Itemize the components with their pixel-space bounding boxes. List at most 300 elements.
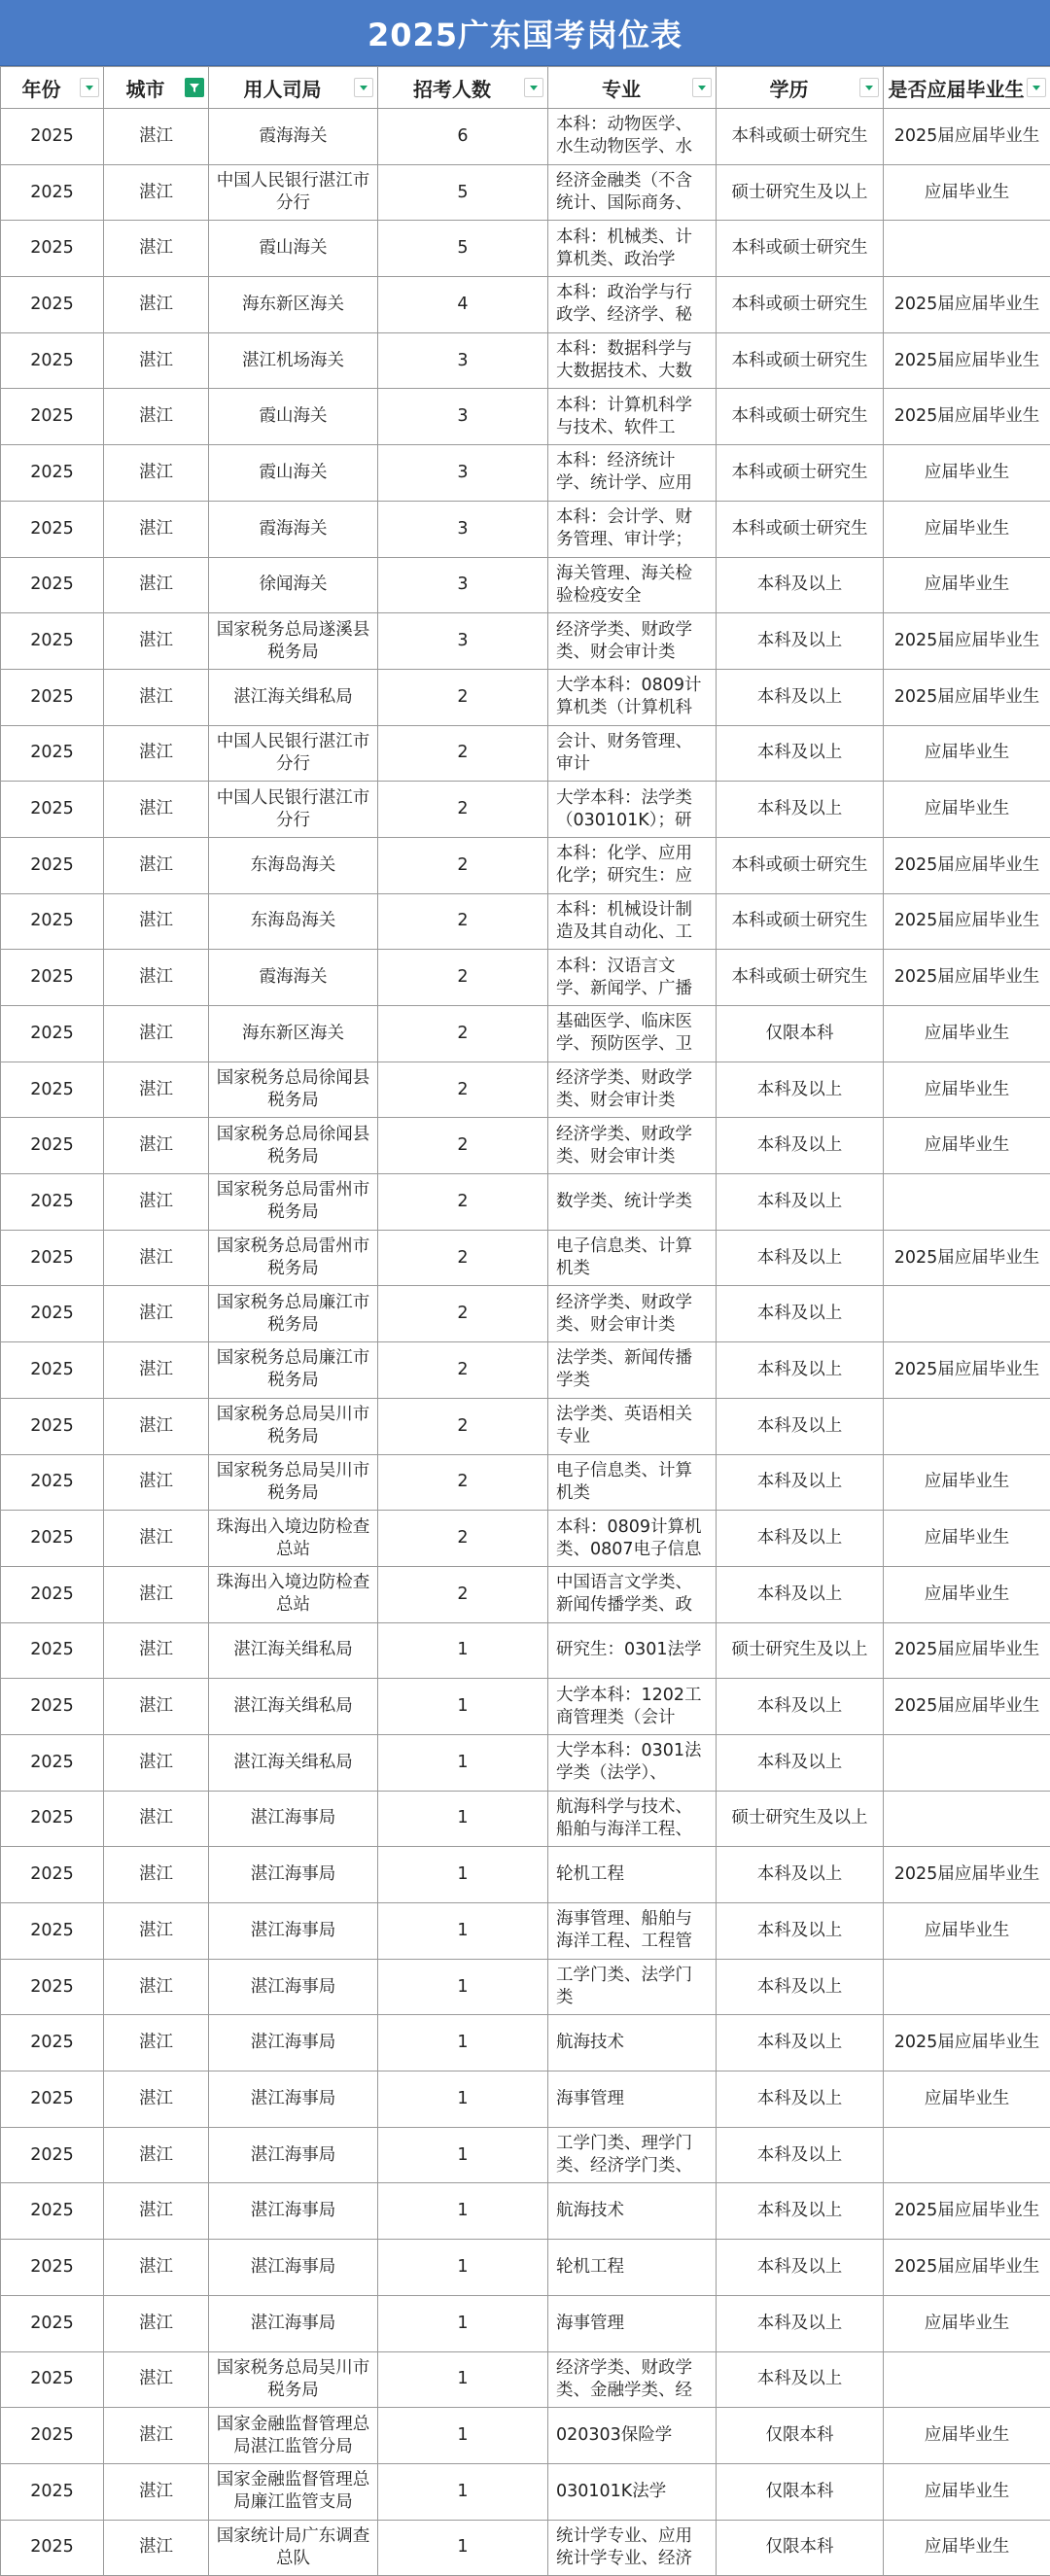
cell-graduate-status[interactable] xyxy=(884,1286,1050,1342)
cell-year[interactable] xyxy=(1,1342,104,1399)
cell-education[interactable] xyxy=(717,2408,884,2464)
cell-employer[interactable] xyxy=(209,1286,378,1342)
cell-major[interactable] xyxy=(548,2240,717,2296)
cell-education[interactable] xyxy=(717,1903,884,1960)
cell-employer[interactable] xyxy=(209,109,378,165)
cell-education[interactable] xyxy=(717,669,884,725)
table-row[interactable] xyxy=(1,950,1050,1006)
cell-major[interactable] xyxy=(548,1174,717,1231)
table-row[interactable] xyxy=(1,445,1050,502)
cell-city[interactable] xyxy=(104,950,209,1006)
cell-headcount[interactable] xyxy=(378,2408,548,2464)
cell-employer[interactable] xyxy=(209,557,378,613)
cell-city[interactable] xyxy=(104,2463,209,2520)
cell-year[interactable] xyxy=(1,893,104,950)
table-row[interactable] xyxy=(1,2295,1050,2351)
cell-year[interactable] xyxy=(1,669,104,725)
cell-employer[interactable] xyxy=(209,613,378,670)
cell-major[interactable] xyxy=(548,613,717,670)
cell-graduate-status[interactable] xyxy=(884,1006,1050,1062)
cell-employer[interactable] xyxy=(209,2015,378,2071)
cell-education[interactable] xyxy=(717,2463,884,2520)
cell-employer[interactable] xyxy=(209,2240,378,2296)
cell-major[interactable] xyxy=(548,1511,717,1567)
cell-employer[interactable] xyxy=(209,1791,378,1847)
cell-employer[interactable] xyxy=(209,2295,378,2351)
cell-city[interactable] xyxy=(104,1622,209,1679)
filter-dropdown-icon[interactable] xyxy=(692,78,712,97)
cell-city[interactable] xyxy=(104,1062,209,1118)
cell-employer[interactable] xyxy=(209,1566,378,1622)
table-row[interactable] xyxy=(1,1566,1050,1622)
cell-employer[interactable] xyxy=(209,2408,378,2464)
cell-graduate-status[interactable] xyxy=(884,557,1050,613)
cell-major[interactable] xyxy=(548,1118,717,1174)
cell-education[interactable] xyxy=(717,725,884,782)
cell-year[interactable] xyxy=(1,1398,104,1454)
table-row[interactable] xyxy=(1,1734,1050,1791)
cell-headcount[interactable] xyxy=(378,1062,548,1118)
cell-city[interactable] xyxy=(104,109,209,165)
cell-headcount[interactable] xyxy=(378,332,548,389)
cell-headcount[interactable] xyxy=(378,389,548,445)
cell-education[interactable] xyxy=(717,1791,884,1847)
cell-headcount[interactable] xyxy=(378,109,548,165)
cell-year[interactable] xyxy=(1,1454,104,1511)
cell-employer[interactable] xyxy=(209,1062,378,1118)
cell-major[interactable] xyxy=(548,1959,717,2015)
cell-year[interactable] xyxy=(1,2520,104,2576)
cell-year[interactable] xyxy=(1,1566,104,1622)
cell-employer[interactable] xyxy=(209,2127,378,2183)
cell-major[interactable] xyxy=(548,1679,717,1735)
cell-education[interactable] xyxy=(717,782,884,838)
cell-employer[interactable] xyxy=(209,1734,378,1791)
cell-major[interactable] xyxy=(548,2463,717,2520)
cell-employer[interactable] xyxy=(209,1006,378,1062)
cell-year[interactable] xyxy=(1,389,104,445)
cell-education[interactable] xyxy=(717,1847,884,1903)
cell-year[interactable] xyxy=(1,557,104,613)
cell-headcount[interactable] xyxy=(378,1286,548,1342)
cell-year[interactable] xyxy=(1,109,104,165)
cell-employer[interactable] xyxy=(209,1903,378,1960)
cell-graduate-status[interactable] xyxy=(884,1566,1050,1622)
cell-year[interactable] xyxy=(1,2295,104,2351)
cell-major[interactable] xyxy=(548,1791,717,1847)
cell-education[interactable] xyxy=(717,1118,884,1174)
cell-headcount[interactable] xyxy=(378,1511,548,1567)
cell-city[interactable] xyxy=(104,332,209,389)
cell-graduate-status[interactable] xyxy=(884,1174,1050,1231)
cell-major[interactable] xyxy=(548,2071,717,2128)
cell-major[interactable] xyxy=(548,164,717,221)
cell-year[interactable] xyxy=(1,2463,104,2520)
cell-education[interactable] xyxy=(717,2351,884,2408)
cell-city[interactable] xyxy=(104,2240,209,2296)
cell-city[interactable] xyxy=(104,221,209,277)
cell-education[interactable] xyxy=(717,221,884,277)
cell-education[interactable] xyxy=(717,557,884,613)
cell-graduate-status[interactable] xyxy=(884,1398,1050,1454)
cell-education[interactable] xyxy=(717,109,884,165)
cell-city[interactable] xyxy=(104,1511,209,1567)
cell-city[interactable] xyxy=(104,2295,209,2351)
cell-education[interactable] xyxy=(717,950,884,1006)
cell-education[interactable] xyxy=(717,1062,884,1118)
cell-city[interactable] xyxy=(104,725,209,782)
cell-employer[interactable] xyxy=(209,277,378,333)
cell-city[interactable] xyxy=(104,893,209,950)
cell-employer[interactable] xyxy=(209,1454,378,1511)
cell-education[interactable] xyxy=(717,445,884,502)
table-row[interactable] xyxy=(1,1342,1050,1399)
cell-graduate-status[interactable] xyxy=(884,1959,1050,2015)
cell-year[interactable] xyxy=(1,1062,104,1118)
cell-year[interactable] xyxy=(1,2351,104,2408)
cell-headcount[interactable] xyxy=(378,1959,548,2015)
table-row[interactable] xyxy=(1,221,1050,277)
cell-major[interactable] xyxy=(548,1847,717,1903)
cell-employer[interactable] xyxy=(209,1174,378,1231)
cell-employer[interactable] xyxy=(209,221,378,277)
table-row[interactable] xyxy=(1,164,1050,221)
cell-education[interactable] xyxy=(717,1174,884,1231)
cell-graduate-status[interactable] xyxy=(884,893,1050,950)
cell-headcount[interactable] xyxy=(378,2240,548,2296)
cell-headcount[interactable] xyxy=(378,1791,548,1847)
cell-year[interactable] xyxy=(1,1286,104,1342)
cell-year[interactable] xyxy=(1,277,104,333)
cell-employer[interactable] xyxy=(209,2351,378,2408)
cell-employer[interactable] xyxy=(209,950,378,1006)
cell-year[interactable] xyxy=(1,1622,104,1679)
cell-city[interactable] xyxy=(104,277,209,333)
table-row[interactable] xyxy=(1,1791,1050,1847)
cell-education[interactable] xyxy=(717,1566,884,1622)
cell-headcount[interactable] xyxy=(378,277,548,333)
cell-major[interactable] xyxy=(548,669,717,725)
cell-education[interactable] xyxy=(717,389,884,445)
cell-education[interactable] xyxy=(717,1230,884,1286)
cell-education[interactable] xyxy=(717,2071,884,2128)
cell-major[interactable] xyxy=(548,1622,717,1679)
table-row[interactable] xyxy=(1,1903,1050,1960)
cell-city[interactable] xyxy=(104,1006,209,1062)
cell-employer[interactable] xyxy=(209,782,378,838)
table-row[interactable] xyxy=(1,2351,1050,2408)
cell-headcount[interactable] xyxy=(378,613,548,670)
cell-city[interactable] xyxy=(104,1398,209,1454)
cell-city[interactable] xyxy=(104,389,209,445)
cell-city[interactable] xyxy=(104,164,209,221)
cell-graduate-status[interactable] xyxy=(884,2183,1050,2240)
cell-education[interactable] xyxy=(717,1734,884,1791)
cell-year[interactable] xyxy=(1,1006,104,1062)
table-row[interactable] xyxy=(1,557,1050,613)
cell-education[interactable] xyxy=(717,501,884,557)
cell-employer[interactable] xyxy=(209,1679,378,1735)
cell-education[interactable] xyxy=(717,1454,884,1511)
filter-dropdown-icon[interactable] xyxy=(80,78,99,97)
cell-graduate-status[interactable] xyxy=(884,1734,1050,1791)
cell-graduate-status[interactable] xyxy=(884,1903,1050,1960)
cell-major[interactable] xyxy=(548,1454,717,1511)
cell-graduate-status[interactable] xyxy=(884,950,1050,1006)
table-row[interactable] xyxy=(1,2071,1050,2128)
cell-major[interactable] xyxy=(548,1062,717,1118)
table-row[interactable] xyxy=(1,1847,1050,1903)
table-row[interactable] xyxy=(1,2520,1050,2576)
cell-graduate-status[interactable] xyxy=(884,2408,1050,2464)
table-row[interactable] xyxy=(1,389,1050,445)
cell-education[interactable] xyxy=(717,332,884,389)
cell-year[interactable] xyxy=(1,1118,104,1174)
cell-year[interactable] xyxy=(1,221,104,277)
cell-year[interactable] xyxy=(1,1903,104,1960)
table-row[interactable] xyxy=(1,837,1050,893)
cell-major[interactable] xyxy=(548,332,717,389)
cell-city[interactable] xyxy=(104,2015,209,2071)
cell-year[interactable] xyxy=(1,1959,104,2015)
cell-year[interactable] xyxy=(1,2127,104,2183)
cell-major[interactable] xyxy=(548,950,717,1006)
cell-graduate-status[interactable] xyxy=(884,2295,1050,2351)
cell-city[interactable] xyxy=(104,1566,209,1622)
cell-employer[interactable] xyxy=(209,1230,378,1286)
cell-headcount[interactable] xyxy=(378,725,548,782)
cell-major[interactable] xyxy=(548,2127,717,2183)
cell-major[interactable] xyxy=(548,1566,717,1622)
cell-education[interactable] xyxy=(717,837,884,893)
cell-year[interactable] xyxy=(1,837,104,893)
cell-city[interactable] xyxy=(104,1230,209,1286)
cell-graduate-status[interactable] xyxy=(884,445,1050,502)
cell-employer[interactable] xyxy=(209,2183,378,2240)
cell-city[interactable] xyxy=(104,1118,209,1174)
cell-city[interactable] xyxy=(104,669,209,725)
cell-year[interactable] xyxy=(1,725,104,782)
cell-education[interactable] xyxy=(717,2015,884,2071)
filter-active-icon[interactable] xyxy=(185,78,204,97)
cell-employer[interactable] xyxy=(209,164,378,221)
cell-headcount[interactable] xyxy=(378,445,548,502)
cell-education[interactable] xyxy=(717,2520,884,2576)
cell-education[interactable] xyxy=(717,2127,884,2183)
cell-graduate-status[interactable] xyxy=(884,164,1050,221)
cell-major[interactable] xyxy=(548,277,717,333)
cell-headcount[interactable] xyxy=(378,2295,548,2351)
cell-education[interactable] xyxy=(717,1622,884,1679)
cell-city[interactable] xyxy=(104,2351,209,2408)
cell-headcount[interactable] xyxy=(378,557,548,613)
cell-year[interactable] xyxy=(1,950,104,1006)
table-row[interactable] xyxy=(1,1118,1050,1174)
cell-city[interactable] xyxy=(104,557,209,613)
cell-year[interactable] xyxy=(1,332,104,389)
cell-graduate-status[interactable] xyxy=(884,1791,1050,1847)
table-row[interactable] xyxy=(1,2015,1050,2071)
filter-dropdown-icon[interactable] xyxy=(354,78,373,97)
cell-education[interactable] xyxy=(717,2183,884,2240)
cell-year[interactable] xyxy=(1,1511,104,1567)
cell-graduate-status[interactable] xyxy=(884,782,1050,838)
cell-year[interactable] xyxy=(1,782,104,838)
cell-city[interactable] xyxy=(104,2183,209,2240)
cell-headcount[interactable] xyxy=(378,782,548,838)
cell-education[interactable] xyxy=(717,613,884,670)
cell-city[interactable] xyxy=(104,2071,209,2128)
cell-headcount[interactable] xyxy=(378,1454,548,1511)
table-row[interactable] xyxy=(1,725,1050,782)
cell-major[interactable] xyxy=(548,782,717,838)
cell-city[interactable] xyxy=(104,2408,209,2464)
cell-graduate-status[interactable] xyxy=(884,1622,1050,1679)
cell-major[interactable] xyxy=(548,1903,717,1960)
cell-major[interactable] xyxy=(548,109,717,165)
table-row[interactable] xyxy=(1,669,1050,725)
cell-major[interactable] xyxy=(548,221,717,277)
cell-headcount[interactable] xyxy=(378,2351,548,2408)
cell-year[interactable] xyxy=(1,1791,104,1847)
cell-education[interactable] xyxy=(717,2240,884,2296)
table-row[interactable] xyxy=(1,1622,1050,1679)
cell-city[interactable] xyxy=(104,2520,209,2576)
cell-graduate-status[interactable] xyxy=(884,501,1050,557)
cell-education[interactable] xyxy=(717,1286,884,1342)
table-row[interactable] xyxy=(1,1230,1050,1286)
cell-graduate-status[interactable] xyxy=(884,2127,1050,2183)
cell-headcount[interactable] xyxy=(378,1230,548,1286)
cell-year[interactable] xyxy=(1,1230,104,1286)
cell-employer[interactable] xyxy=(209,2463,378,2520)
cell-headcount[interactable] xyxy=(378,2127,548,2183)
cell-year[interactable] xyxy=(1,2408,104,2464)
cell-education[interactable] xyxy=(717,893,884,950)
cell-city[interactable] xyxy=(104,1286,209,1342)
cell-graduate-status[interactable] xyxy=(884,1511,1050,1567)
cell-headcount[interactable] xyxy=(378,950,548,1006)
cell-city[interactable] xyxy=(104,445,209,502)
cell-headcount[interactable] xyxy=(378,164,548,221)
cell-education[interactable] xyxy=(717,1679,884,1735)
cell-year[interactable] xyxy=(1,2015,104,2071)
cell-year[interactable] xyxy=(1,613,104,670)
cell-employer[interactable] xyxy=(209,2520,378,2576)
cell-employer[interactable] xyxy=(209,669,378,725)
cell-city[interactable] xyxy=(104,1734,209,1791)
cell-education[interactable] xyxy=(717,1959,884,2015)
cell-graduate-status[interactable] xyxy=(884,109,1050,165)
cell-headcount[interactable] xyxy=(378,1118,548,1174)
cell-major[interactable] xyxy=(548,2520,717,2576)
cell-major[interactable] xyxy=(548,2295,717,2351)
cell-year[interactable] xyxy=(1,2183,104,2240)
cell-city[interactable] xyxy=(104,501,209,557)
cell-graduate-status[interactable] xyxy=(884,1454,1050,1511)
cell-education[interactable] xyxy=(717,164,884,221)
cell-city[interactable] xyxy=(104,613,209,670)
table-row[interactable] xyxy=(1,1959,1050,2015)
table-row[interactable] xyxy=(1,1174,1050,1231)
cell-year[interactable] xyxy=(1,2240,104,2296)
cell-graduate-status[interactable] xyxy=(884,1342,1050,1399)
cell-graduate-status[interactable] xyxy=(884,1679,1050,1735)
cell-graduate-status[interactable] xyxy=(884,2240,1050,2296)
table-row[interactable] xyxy=(1,1679,1050,1735)
cell-major[interactable] xyxy=(548,2015,717,2071)
cell-headcount[interactable] xyxy=(378,2520,548,2576)
table-row[interactable] xyxy=(1,2240,1050,2296)
cell-education[interactable] xyxy=(717,1006,884,1062)
cell-major[interactable] xyxy=(548,1734,717,1791)
cell-graduate-status[interactable] xyxy=(884,332,1050,389)
cell-education[interactable] xyxy=(717,1398,884,1454)
cell-major[interactable] xyxy=(548,2351,717,2408)
cell-headcount[interactable] xyxy=(378,1342,548,1399)
cell-headcount[interactable] xyxy=(378,1174,548,1231)
cell-graduate-status[interactable] xyxy=(884,2351,1050,2408)
cell-graduate-status[interactable] xyxy=(884,2015,1050,2071)
cell-year[interactable] xyxy=(1,1734,104,1791)
cell-year[interactable] xyxy=(1,2071,104,2128)
table-row[interactable] xyxy=(1,1286,1050,1342)
table-row[interactable] xyxy=(1,613,1050,670)
cell-employer[interactable] xyxy=(209,1342,378,1399)
table-row[interactable] xyxy=(1,1062,1050,1118)
cell-graduate-status[interactable] xyxy=(884,837,1050,893)
cell-headcount[interactable] xyxy=(378,1006,548,1062)
cell-employer[interactable] xyxy=(209,1622,378,1679)
cell-city[interactable] xyxy=(104,837,209,893)
cell-major[interactable] xyxy=(548,1230,717,1286)
table-row[interactable] xyxy=(1,501,1050,557)
cell-education[interactable] xyxy=(717,1511,884,1567)
cell-year[interactable] xyxy=(1,1174,104,1231)
table-row[interactable] xyxy=(1,782,1050,838)
cell-headcount[interactable] xyxy=(378,1847,548,1903)
cell-headcount[interactable] xyxy=(378,2015,548,2071)
cell-year[interactable] xyxy=(1,501,104,557)
table-row[interactable] xyxy=(1,109,1050,165)
table-row[interactable] xyxy=(1,2463,1050,2520)
cell-headcount[interactable] xyxy=(378,2183,548,2240)
cell-graduate-status[interactable] xyxy=(884,2071,1050,2128)
cell-employer[interactable] xyxy=(209,332,378,389)
cell-headcount[interactable] xyxy=(378,893,548,950)
cell-employer[interactable] xyxy=(209,837,378,893)
cell-major[interactable] xyxy=(548,2408,717,2464)
cell-city[interactable] xyxy=(104,1342,209,1399)
cell-city[interactable] xyxy=(104,1174,209,1231)
table-row[interactable] xyxy=(1,332,1050,389)
cell-major[interactable] xyxy=(548,1006,717,1062)
cell-headcount[interactable] xyxy=(378,1398,548,1454)
cell-employer[interactable] xyxy=(209,389,378,445)
cell-graduate-status[interactable] xyxy=(884,1118,1050,1174)
filter-dropdown-icon[interactable] xyxy=(859,78,879,97)
filter-dropdown-icon[interactable] xyxy=(1027,78,1046,97)
cell-headcount[interactable] xyxy=(378,1734,548,1791)
table-row[interactable] xyxy=(1,2127,1050,2183)
table-row[interactable] xyxy=(1,1398,1050,1454)
cell-education[interactable] xyxy=(717,277,884,333)
cell-headcount[interactable] xyxy=(378,837,548,893)
cell-city[interactable] xyxy=(104,2127,209,2183)
cell-headcount[interactable] xyxy=(378,2463,548,2520)
cell-city[interactable] xyxy=(104,1454,209,1511)
cell-year[interactable] xyxy=(1,445,104,502)
